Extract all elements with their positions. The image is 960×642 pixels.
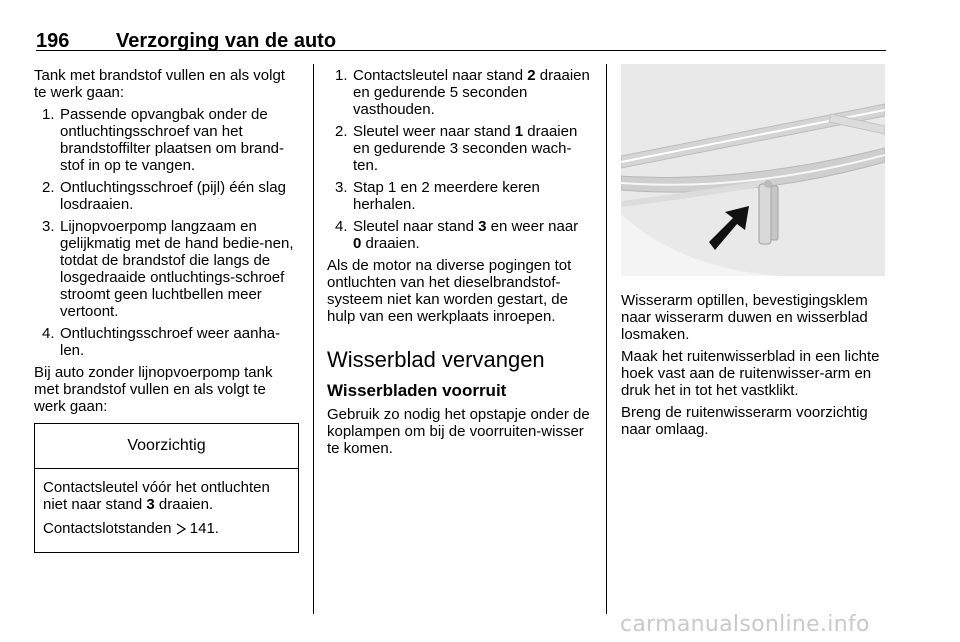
wiper-illustration-svg — [621, 64, 885, 276]
lower-arm-paragraph: Breng de ruitenwisserarm voorzichtig naar omlaag. — [621, 404, 868, 438]
list-item: 4. Sleutel naar stand 3 en weer naar 0 draaien. — [335, 218, 579, 252]
caution-box — [34, 423, 299, 553]
list-item: 2. Sleutel weer naar stand 1 draaien en gedurende 3 seconden wach-ten. — [335, 123, 578, 174]
remove-blade-paragraph: Wisserarm optillen, bevestigingsklem naar wisserarm duwen en wisserblad losmaken. — [621, 292, 868, 343]
outro-paragraph: Bij auto zonder lijnopvoerpomp tank met brandstof vullen en als volgt te werk gaan: — [34, 364, 273, 415]
intro-paragraph: Tank met brandstof vullen en als volgt te werk gaan: — [34, 67, 285, 101]
section-title: Wisserblad vervangen — [327, 347, 545, 372]
page-number: 196 — [36, 30, 70, 52]
page-reference-arrow-icon — [176, 522, 186, 539]
column-3 — [621, 292, 886, 443]
header-rule — [36, 50, 886, 51]
caution-reference: Contactslotstanden 141. — [43, 520, 219, 537]
page-title: Verzorging van de auto — [116, 30, 337, 52]
wiper-arm-illustration — [621, 64, 885, 276]
list-item: 1. Contactsleutel naar stand 2 draaien en gedurende 5 seconden vasthouden. — [335, 67, 590, 118]
column-divider-1 — [313, 64, 314, 614]
caution-title: Voorzichtig — [35, 424, 298, 469]
page-reference-link[interactable]: 141. — [189, 520, 219, 537]
column-1 — [34, 67, 299, 553]
list-item: 1. Passende opvangbak onder de ontluchtingsschroef van het brandstoffilter plaatsen om brand-stof in op te vangen. — [42, 106, 285, 174]
step-stool-paragraph: Gebruik zo nodig het opstapje onder de koplampen om bij de voorruiten-wisser te komen. — [327, 406, 590, 457]
column-divider-2 — [606, 64, 607, 614]
subsection-title: Wisserbladen voorruit — [327, 381, 507, 400]
attach-blade-paragraph: Maak het ruitenwisserblad in een lichte hoek vast aan de ruitenwisser-arm en druk het in tot het vastklikt. — [621, 348, 880, 399]
watermark: carmanualsonline.info — [620, 612, 870, 637]
page-header — [36, 30, 886, 50]
list-item: 4. Ontluchtingsschroef weer aanha-len. — [42, 325, 281, 359]
list-item: 2. Ontluchtingsschroef (pijl) één slag losdraaien. — [42, 179, 286, 213]
help-paragraph: Als de motor na diverse pogingen tot ontluchten van het dieselbrandstof-systeem niet kan worden gestart, de hulp van een werkplaats inroepen. — [327, 257, 572, 325]
column-2 — [327, 67, 592, 462]
caution-body — [35, 469, 298, 552]
list-item: 3. Lijnopvoerpomp langzaam en gelijkmatig met de hand bedie-nen, totdat de brandstof die langs de losgedraaide ontluchtings-schroef stroomt geen luchtbellen meer vertoont. — [42, 218, 294, 320]
ignition-steps-list — [327, 67, 592, 252]
caution-text: Contactsleutel vóór het ontluchten niet naar stand 3 draaien. — [43, 479, 270, 513]
list-item: 3. Stap 1 en 2 meerdere keren herhalen. — [335, 179, 540, 213]
bleeding-steps-list — [34, 106, 299, 359]
